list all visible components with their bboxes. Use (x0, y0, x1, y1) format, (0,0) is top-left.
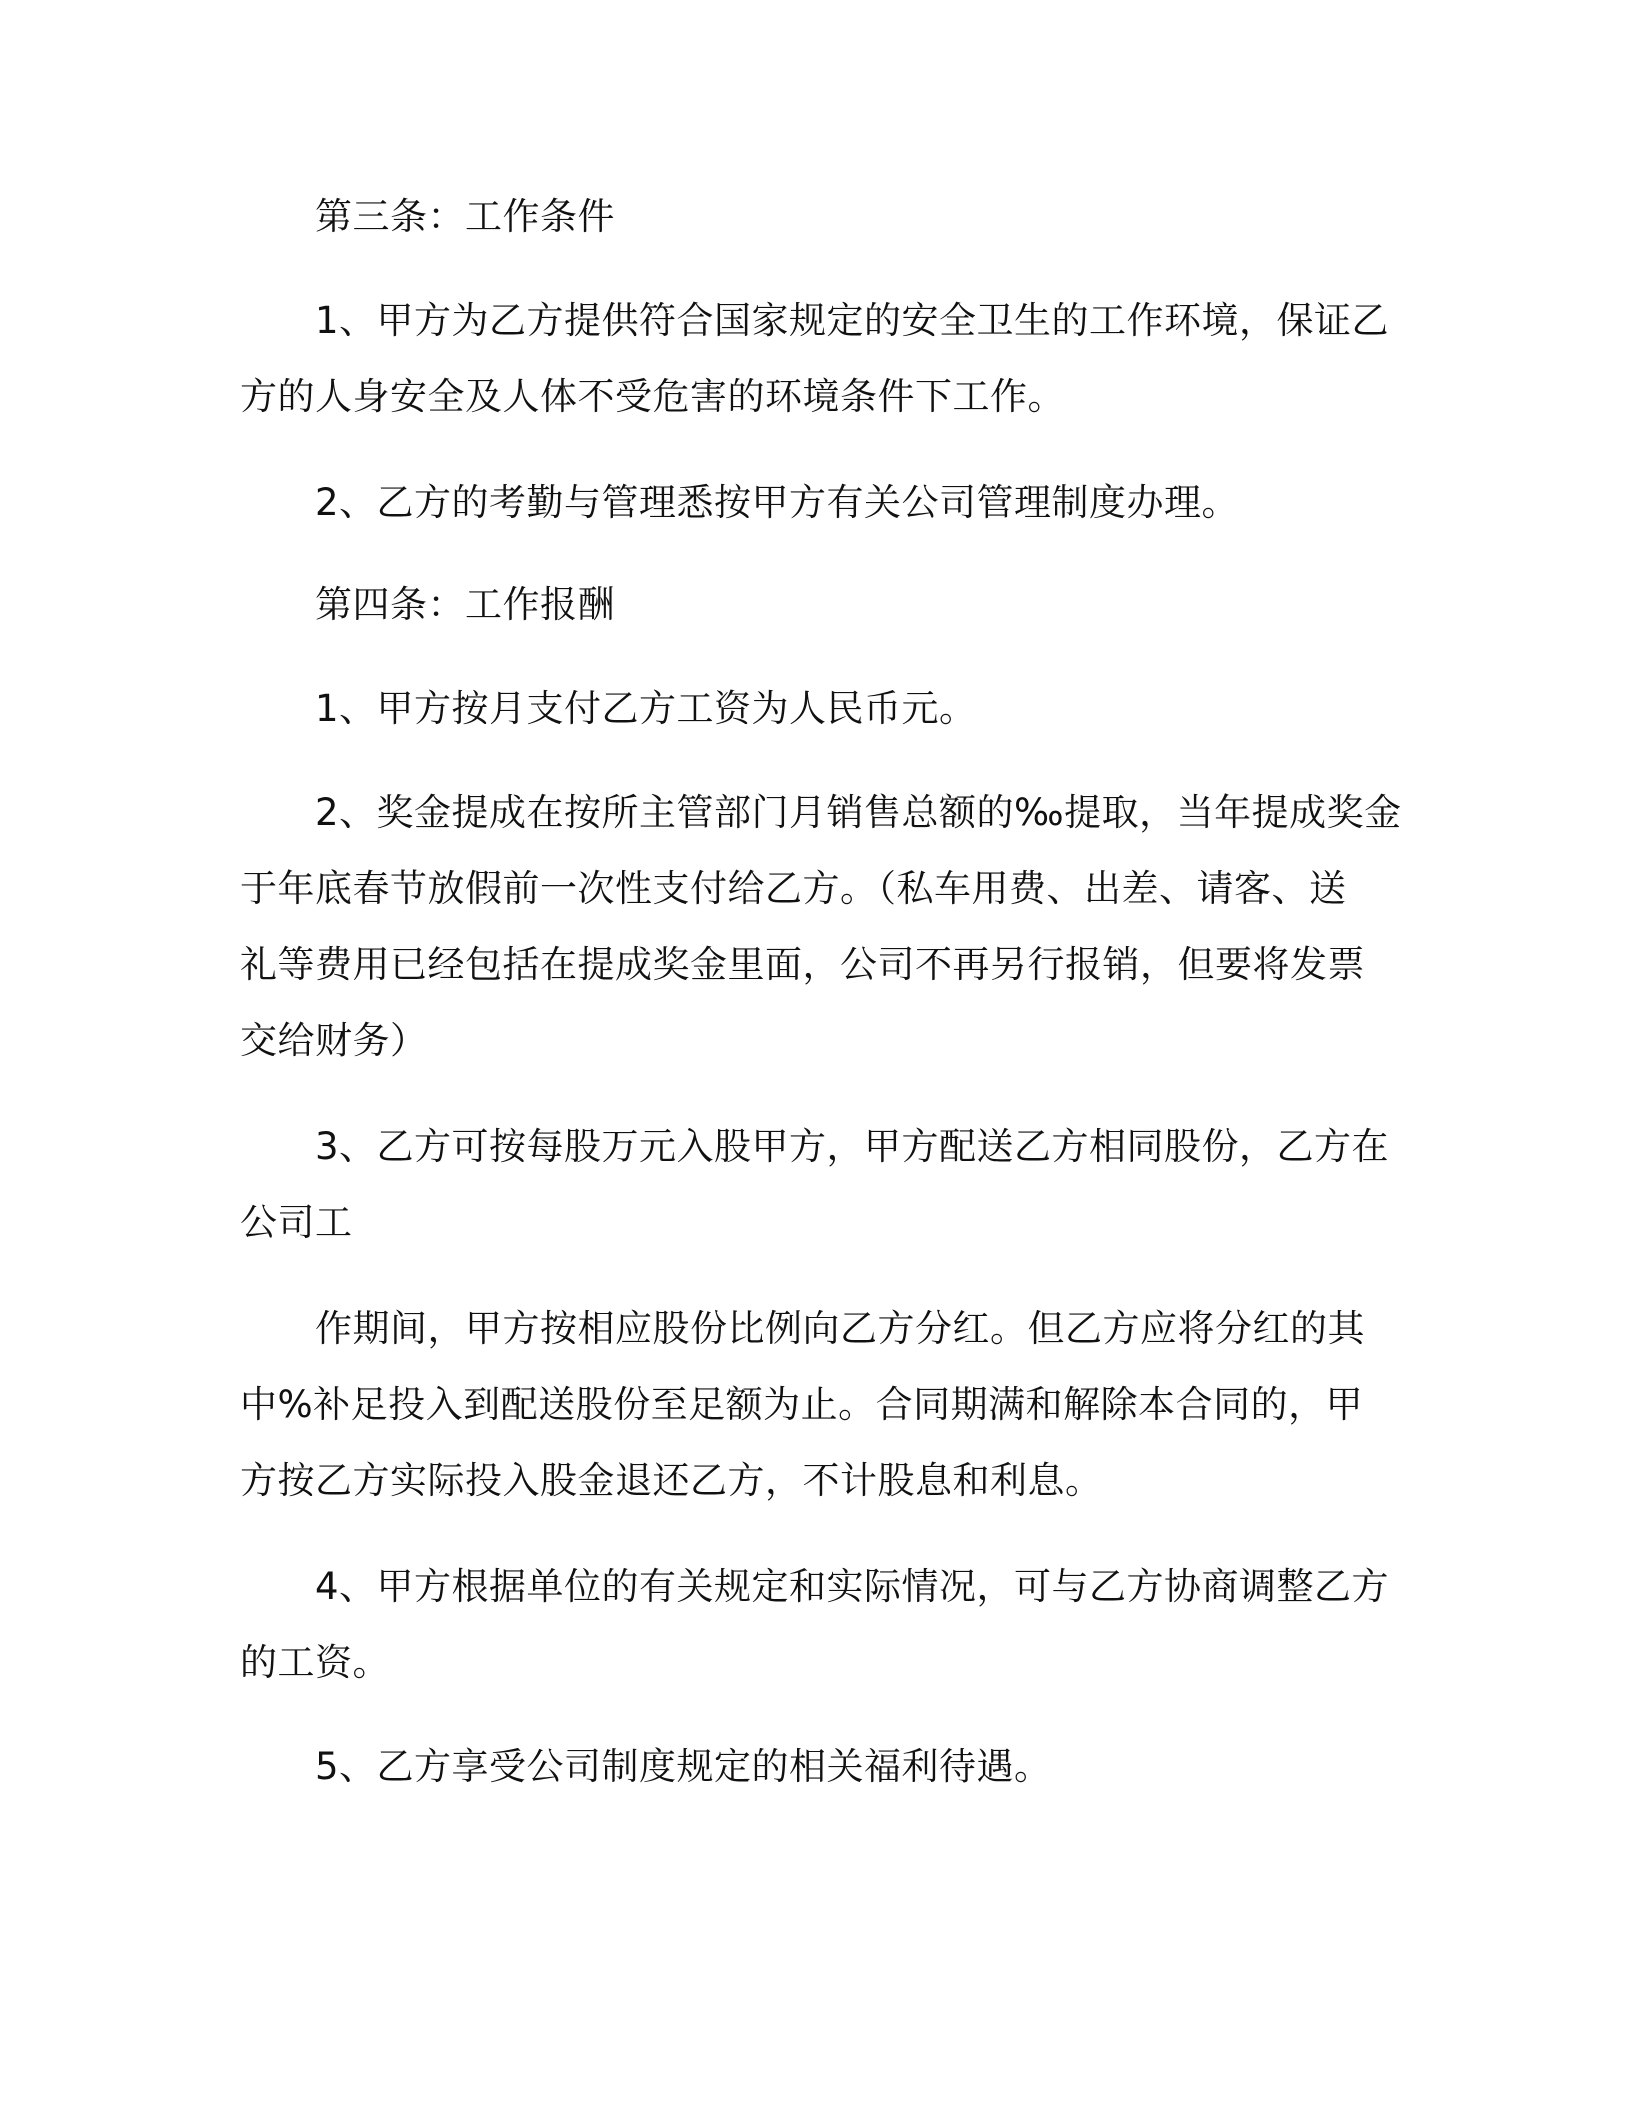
paragraph-line: 的工资。 (240, 1641, 390, 1684)
paragraph-line: 于年底春节放假前一次性支付给乙方。（私车用费、出差、请客、送 (240, 867, 1347, 910)
paragraph-line: 2、奖金提成在按所主管部门月销售总额的‰提取，当年提成奖金 (315, 791, 1402, 834)
heading-article-3: 第三条：工作条件 (315, 195, 615, 238)
paragraph-line: 礼等费用已经包括在提成奖金里面，公司不再另行报销，但要将发票 (240, 943, 1365, 986)
paragraph-line: 方的人身安全及人体不受危害的环境条件下工作。 (240, 375, 1065, 418)
paragraph-line: 1、甲方按月支付乙方工资为人民币元。 (315, 687, 977, 730)
paragraph-line: 5、乙方享受公司制度规定的相关福利待遇。 (315, 1745, 1052, 1788)
paragraph-line: 交给财务） (240, 1019, 428, 1062)
paragraph-line: 1、甲方为乙方提供符合国家规定的安全卫生的工作环境，保证乙 (315, 299, 1390, 342)
heading-article-4: 第四条：工作报酬 (315, 583, 615, 626)
paragraph-line: 公司工 (240, 1201, 353, 1244)
paragraph-line: 3、乙方可按每股万元入股甲方，甲方配送乙方相同股份，乙方在 (315, 1125, 1390, 1168)
paragraph-line: 作期间，甲方按相应股份比例向乙方分红。但乙方应将分红的其 (315, 1307, 1365, 1350)
paragraph-line: 2、乙方的考勤与管理悉按甲方有关公司管理制度办理。 (315, 481, 1240, 524)
paragraph-line: 方按乙方实际投入股金退还乙方，不计股息和利息。 (240, 1459, 1103, 1502)
paragraph-line: 4、甲方根据单位的有关规定和实际情况，可与乙方协商调整乙方 (315, 1565, 1390, 1608)
paragraph-line: 中%补足投入到配送股份至足额为止。合同期满和解除本合同的，甲 (240, 1383, 1364, 1426)
